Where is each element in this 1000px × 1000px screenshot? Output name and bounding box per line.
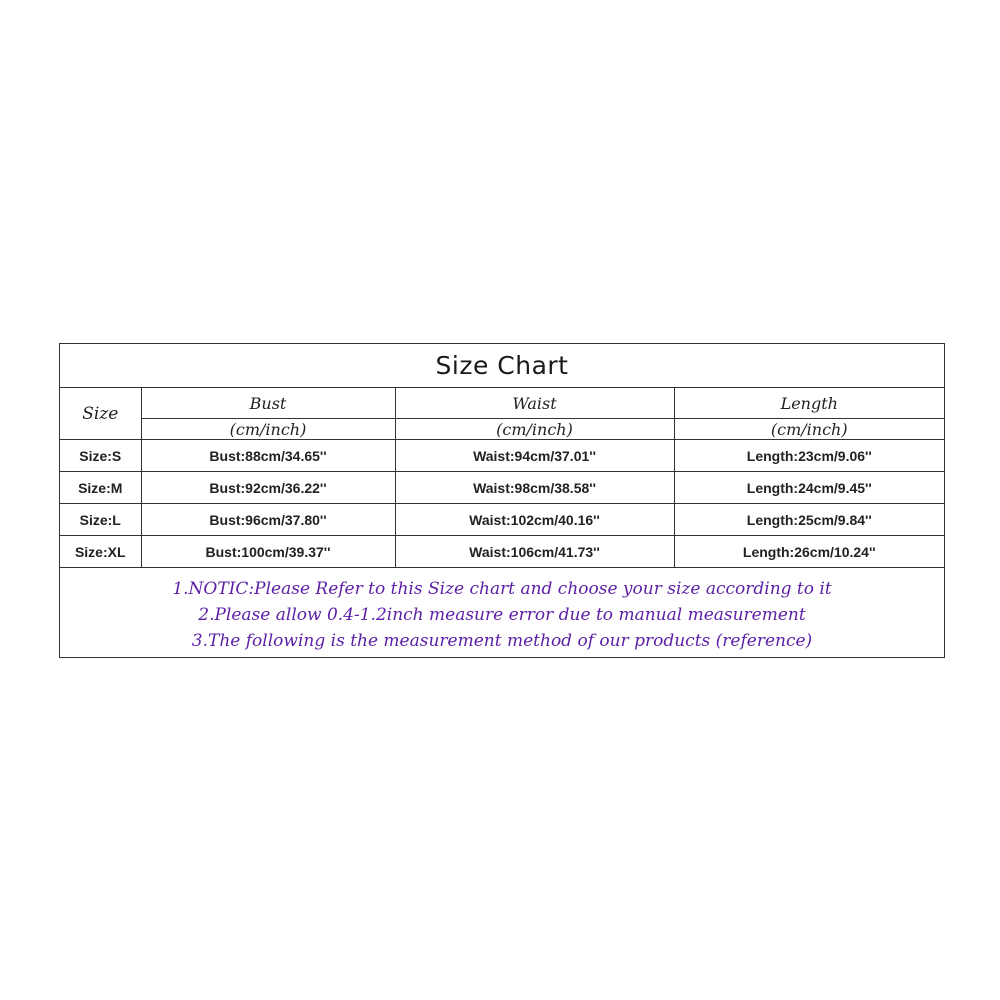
size-chart-table xyxy=(60,344,944,660)
table-row xyxy=(60,440,944,472)
chart-title: Size Chart xyxy=(60,344,944,388)
size-cell: Size:S xyxy=(60,440,141,472)
table-row xyxy=(60,536,944,568)
waist-cell: Waist:106cm/41.73'' xyxy=(395,536,674,568)
waist-column-header: Waist xyxy=(395,388,674,419)
note-line: 2.Please allow 0.4-1.2inch measure error due to manual measurement xyxy=(198,605,806,625)
bust-unit-label: (cm/inch) xyxy=(141,419,395,440)
size-chart xyxy=(59,343,945,658)
waist-cell: Waist:102cm/40.16'' xyxy=(395,504,674,536)
note-line: 3.The following is the measurement method of our products (reference) xyxy=(191,631,813,651)
note-line: 1.NOTIC:Please Refer to this Size chart and choose your size according to it xyxy=(172,579,832,599)
waist-cell: Waist:98cm/38.58'' xyxy=(395,472,674,504)
length-cell: Length:23cm/9.06'' xyxy=(674,440,944,472)
length-unit-label: (cm/inch) xyxy=(674,419,944,440)
size-column-header: Size xyxy=(60,388,141,440)
size-cell: Size:XL xyxy=(60,536,141,568)
bust-cell: Bust:92cm/36.22'' xyxy=(141,472,395,504)
length-column-header: Length xyxy=(674,388,944,419)
notes-section xyxy=(60,568,944,661)
bust-cell: Bust:88cm/34.65'' xyxy=(141,440,395,472)
table-row xyxy=(60,472,944,504)
length-cell: Length:25cm/9.84'' xyxy=(674,504,944,536)
size-cell: Size:L xyxy=(60,504,141,536)
length-cell: Length:24cm/9.45'' xyxy=(674,472,944,504)
waist-unit-label: (cm/inch) xyxy=(395,419,674,440)
bust-cell: Bust:96cm/37.80'' xyxy=(141,504,395,536)
waist-cell: Waist:94cm/37.01'' xyxy=(395,440,674,472)
bust-cell: Bust:100cm/39.37'' xyxy=(141,536,395,568)
size-cell: Size:M xyxy=(60,472,141,504)
length-cell: Length:26cm/10.24'' xyxy=(674,536,944,568)
bust-column-header: Bust xyxy=(141,388,395,419)
table-row xyxy=(60,504,944,536)
